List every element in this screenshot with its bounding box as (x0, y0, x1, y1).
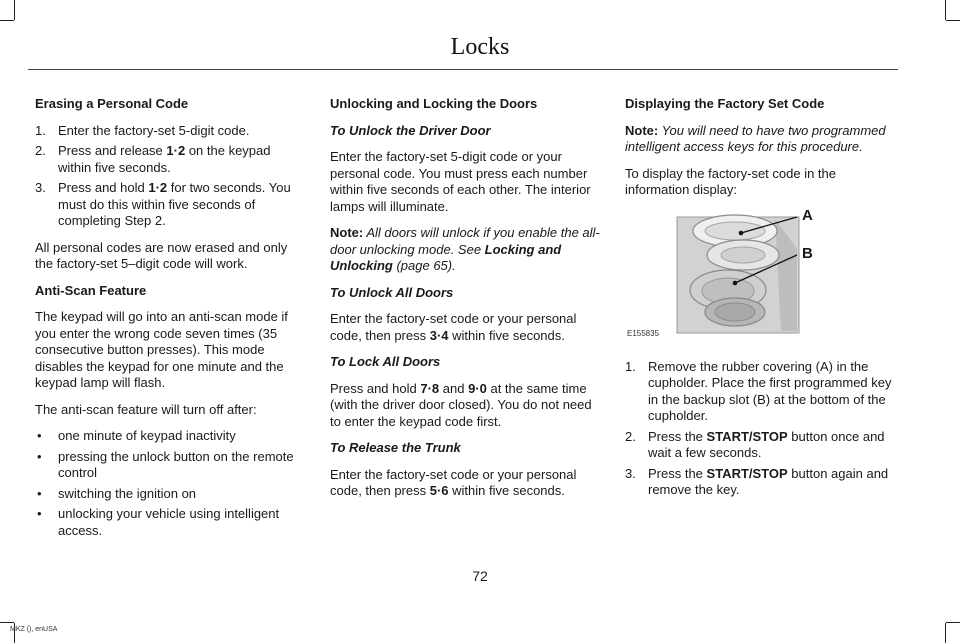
subheading-unlock-all: To Unlock All Doors (330, 284, 454, 300)
note-label: Note: (330, 225, 364, 240)
section-heading-anti-scan: Anti-Scan Feature (35, 282, 147, 298)
column-middle (330, 96, 602, 510)
bullet-text: one minute of keypad inactivity (58, 428, 236, 443)
key-label: 5·6 (429, 483, 449, 498)
section-heading-factory-code: Displaying the Factory Set Code (625, 96, 825, 111)
list-item (35, 486, 307, 503)
step-text: button once and wait a few seconds. (648, 428, 885, 460)
body-text: Enter the factory-set code or your personal code, then press (330, 311, 577, 343)
header-divider (28, 69, 898, 70)
list-item (35, 123, 307, 140)
step-number: 1. (35, 122, 46, 138)
figure-id: E155835 (627, 329, 660, 338)
list-item (625, 359, 897, 425)
step-number: 1. (625, 358, 636, 374)
footer-code: MKZ (), enUSA (10, 626, 58, 633)
release-trunk-text (330, 467, 602, 500)
section-heading-doors: Unlocking and Locking the Doors (330, 96, 538, 111)
erasing-steps (35, 123, 307, 230)
bullet-icon: • (37, 506, 42, 521)
note-label: Note: (625, 122, 659, 138)
step-number: 3. (625, 465, 636, 481)
bullet-icon: • (37, 428, 42, 443)
page-reference: (page 65). (392, 258, 456, 273)
key-label: 1·2 (166, 143, 186, 158)
anti-scan-bullets (35, 428, 307, 539)
column-right (625, 96, 897, 509)
body-text: Enter the factory-set code or your personal code, then press (330, 466, 577, 498)
key-label: 9·0 (468, 380, 487, 396)
step-number: 3. (35, 180, 46, 195)
body-text: at the same time (with the driver door closed). You do not need to enter the keypad code first. (330, 380, 592, 429)
key-label: 1·2 (148, 180, 168, 195)
body-text: Press and hold (330, 380, 421, 396)
list-item (625, 466, 897, 499)
callout-a-label: A (802, 206, 813, 224)
column-left (35, 96, 307, 549)
crop-mark (945, 623, 946, 643)
list-item (35, 143, 307, 176)
list-item (625, 429, 897, 462)
body-text: within five seconds. (448, 327, 565, 343)
body-text: within five seconds. (448, 483, 565, 498)
note-text: You will need to have two programmed intelligent access keys for this procedure. (625, 122, 886, 154)
cupholder-illustration (625, 206, 845, 341)
bullet-icon: • (37, 448, 42, 464)
crop-mark (945, 0, 946, 20)
key-label: 7·8 (420, 380, 440, 396)
crop-mark (0, 20, 14, 21)
cross-reference-link[interactable]: Locking and Unlocking (330, 241, 562, 273)
callout-b-label: B (802, 244, 813, 262)
list-item (35, 506, 307, 539)
list-item (35, 180, 307, 230)
section-heading-erasing: Erasing a Personal Code (35, 96, 189, 111)
bullet-text: switching the ignition on (58, 485, 197, 501)
bullet-text: pressing the unlock button on the remote control (58, 448, 294, 480)
step-text: Press the (648, 465, 707, 481)
all-door-note (330, 225, 602, 275)
bullet-text: unlocking your vehicle using intelligent access. (58, 506, 280, 538)
cupholder-figure (625, 206, 845, 341)
page-title: Locks (450, 34, 510, 60)
subheading-lock-all: To Lock All Doors (330, 354, 441, 369)
crop-mark (946, 20, 960, 21)
display-intro: To display the factory-set code in the information display: (625, 165, 837, 197)
key-label: 3·4 (429, 327, 449, 343)
list-item (35, 428, 307, 445)
erasing-result: All personal codes are now erased and only the factory-set 5–digit code will work. (35, 239, 288, 271)
anti-scan-description: The keypad will go into an anti-scan mode if you enter the wrong code seven times (35 consecutive button presses). This mode disables the keypad for one minute and the keypad lamp will flash. (35, 309, 288, 390)
key-label: START/STOP (706, 465, 788, 481)
subheading-release-trunk: To Release the Trunk (330, 440, 461, 455)
step-text: Press the (648, 428, 707, 444)
step-text: button again and remove the key. (648, 465, 889, 497)
key-label: START/STOP (706, 428, 788, 444)
crop-mark (0, 622, 14, 623)
step-text: on the keypad within five seconds. (58, 143, 271, 175)
unlock-all-text (330, 311, 602, 344)
subheading-driver-door: To Unlock the Driver Door (330, 122, 491, 138)
anti-scan-turn-off: The anti-scan feature will turn off after: (35, 401, 257, 417)
note-text: All doors will unlock if you enable the all-door unlocking mode. See (330, 225, 600, 257)
step-text: Press and hold (58, 180, 149, 195)
crop-mark (14, 0, 15, 20)
page-number: 72 (472, 568, 488, 584)
lock-all-text (330, 381, 602, 431)
step-number: 2. (35, 143, 46, 158)
crop-mark (946, 622, 960, 623)
step-text: Remove the rubber covering (A) in the cupholder. Place the first programmed key in the backup slot (B) at the bottom of the cupholder. (648, 358, 892, 423)
step-text: Press and release (58, 143, 167, 158)
body-text: and (439, 380, 469, 396)
driver-door-text: Enter the factory-set 5-digit code or your personal code. You must press each number within five seconds of each other. The interior lamps will illuminate. (330, 149, 591, 214)
list-item (35, 449, 307, 482)
display-code-steps (625, 359, 897, 499)
bullet-icon: • (37, 485, 42, 501)
step-number: 2. (625, 428, 636, 444)
access-keys-note (625, 123, 897, 156)
step-text: for two seconds. You must do this within five seconds of completing Step 2. (58, 180, 291, 228)
step-text: Enter the factory-set 5-digit code. (58, 122, 250, 138)
